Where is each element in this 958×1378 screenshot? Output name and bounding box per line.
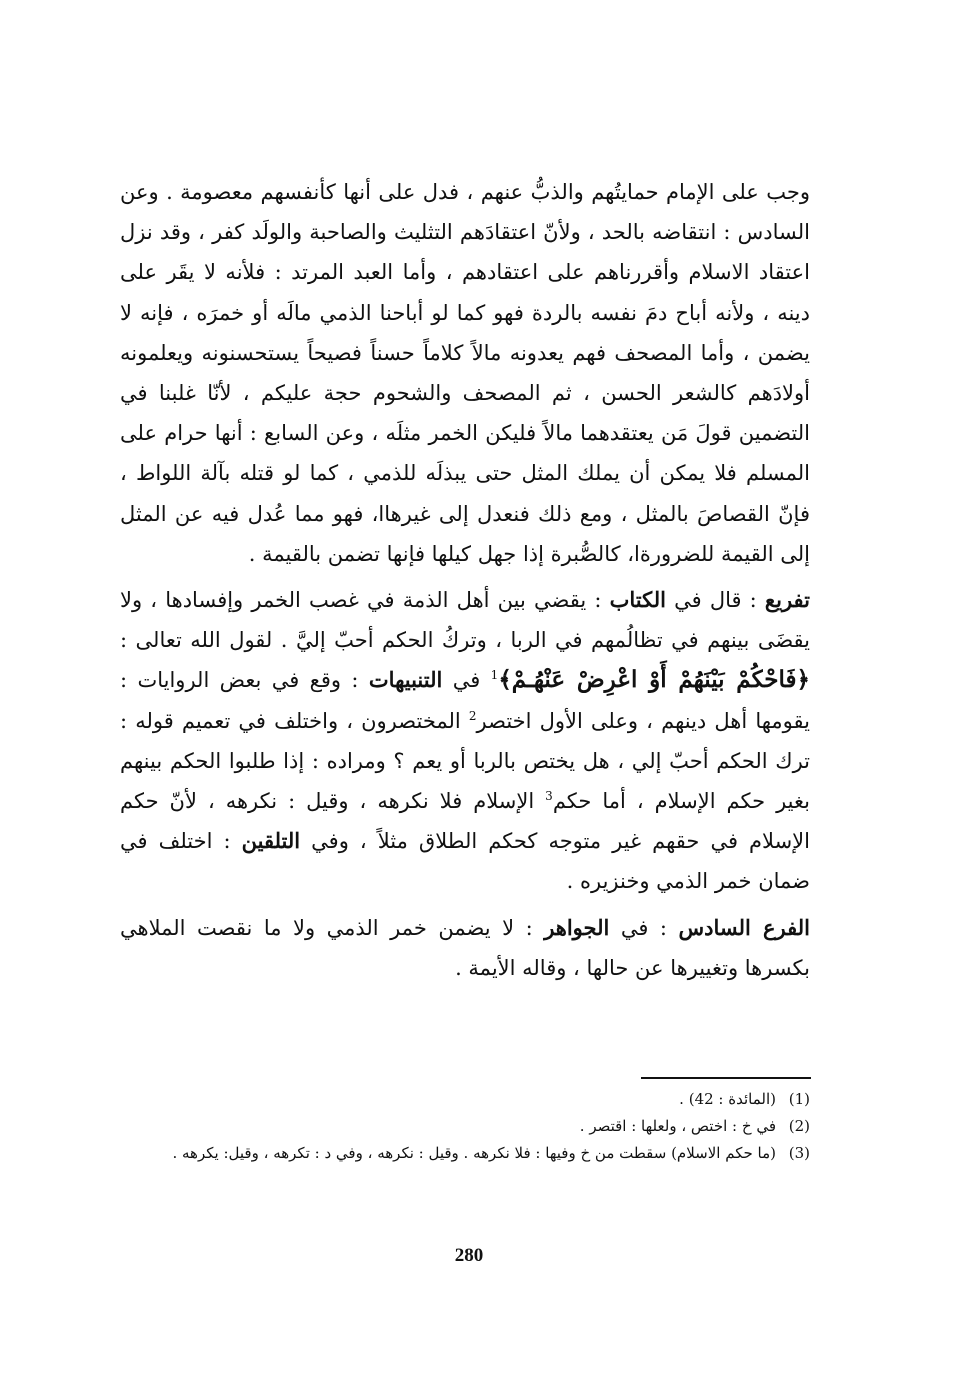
footnote-ref-1[interactable]: 1 [490, 668, 499, 683]
footnote-ref-2[interactable]: 2 [468, 708, 477, 723]
source-kitab: الكتاب [609, 587, 666, 613]
footnote-number: (2) [788, 1117, 810, 1135]
footnote-number: (3) [788, 1144, 810, 1162]
footnote-number: (1) [788, 1090, 810, 1108]
footnote-ref-3[interactable]: 3 [545, 789, 553, 804]
footnote-3 [120, 1140, 810, 1167]
footnote-text: في خ : اختص ، ولعلها : اقتصر . [579, 1117, 776, 1135]
footnote-2 [120, 1113, 810, 1140]
footnote-separator [641, 1077, 811, 1079]
source-talqin: التلقين [241, 828, 301, 854]
paragraph-3 [120, 908, 810, 988]
paragraph-2-text-6: الإسلام فلا نكرهه ، وقيل : نكرهه ، لأنّ حكم الإسلام في حقهم غير متوجه كحكم الطلاق مثلاً ، وفي [120, 789, 810, 854]
paragraph-3-text-1: : في [609, 915, 679, 940]
footnote-text: (ما حكم الاسلام) سقطت من خ وفيها : فلا نكرهه . وقيل : نكرهه ، وفي د : تكرهه ، وقيل: يكرهه . [172, 1144, 776, 1162]
paragraph-2 [120, 580, 810, 902]
page-number: 280 [454, 1245, 484, 1266]
paragraph-2-text-4: : وقع في بعض الروايات : يقومها أهل دينهم ، وعلى الأول اختصر [120, 668, 810, 733]
footnote-text: (المائدة : 42) . [679, 1090, 776, 1108]
footnote-1 [120, 1086, 810, 1113]
heading-far-sadis: الفرع السادس [678, 914, 810, 940]
paragraph-1-text: وجب على الإمام حمايتُهم والذبُّ عنهم ، فدل على أنها كأنفسهم معصومة . وعن السادس : انتقاضه بالحد ، ولأنّ اعتقادَهم التثليث والصاحبة والولَد كفر ، وقد نزل اعتقاد الاسلام وأقررناهم على اعتقادهم ، وأما العبد المرتد : فلأنه لا يقَر على دينه ، ولأنه أباح دمَ نفسه بالردة فهو كما لو أباحنا الذمي مالَه أو خمرَه ، فإنه لا يضمن ، وأما المصحف فهم يعدونه مالاً كلاماً حسناً فصيحاً يستحسنونه ويعلمونه أولادَهم كالشعر الحسن ، ثم المصحف والشحوم حجة عليكم ، لأنّا غلبنا في التضمين قولَ مَن يعتقدهما مالاً فليكن الخمر مثلَه ، وعن السابع : أنها حرام على المسلم فلا يمكن أن يملك المثل حتى يبذلَه للذمي ، كما لو قتله بآلة اللواط ، فإنّ القصاصَ بالمثل ، ومع ذلك فنعدل إلى غيرهاا، فهو مما عُدل فيه عن المثل إلى القيمة للضرورةا، كالصُّبرة إذا جهل كيلها فإنها تضمن بالقيمة . [120, 180, 810, 566]
paragraph-2-text-2: : يقضي بين أهل الذمة في غصب الخمر وإفسادها ، ولا يقضَى بينهم في تظالُمهم في الربا ، وتركُ الحكم أحبّ إليَّ . لقول الله تعالى : [120, 588, 810, 653]
footnotes [120, 1086, 810, 1167]
paragraph-2-text-1: : قال في [665, 588, 765, 613]
paragraph-2-text-5: المختصرون ، واختلف في تعميم قوله : ترك الحكم أحبّ إلي ، هل يختص بالربا أو يعم ؟ ومراده : إذا طلبوا الحكم بينهم بغير حكم الإسلام ، أما حكم [120, 708, 810, 814]
heading-tafri: تفريع [764, 587, 810, 613]
source-jawahir: الجواهر [544, 914, 610, 940]
paragraph-2-text-7: : اختلف في ضمان خمر الذمي وخنزيره . [120, 829, 810, 894]
paragraph-2-text-3: في [442, 668, 491, 693]
source-tanbihat: التنبيهات [368, 667, 443, 693]
paragraph-3-text-2: : لا يضمن خمر الذمي ولا ما نقصت الملاهي بكسرها وتغييرها عن حالها ، وقاله الأيمة . [120, 915, 810, 980]
main-text [120, 172, 810, 988]
quran-verse: ﴿فَاحْكُمْ بَيْنَهُمْ أَوْ اعْرِضْ عَنْهُـمْ﴾ [498, 666, 810, 694]
paragraph-1 [120, 172, 810, 574]
